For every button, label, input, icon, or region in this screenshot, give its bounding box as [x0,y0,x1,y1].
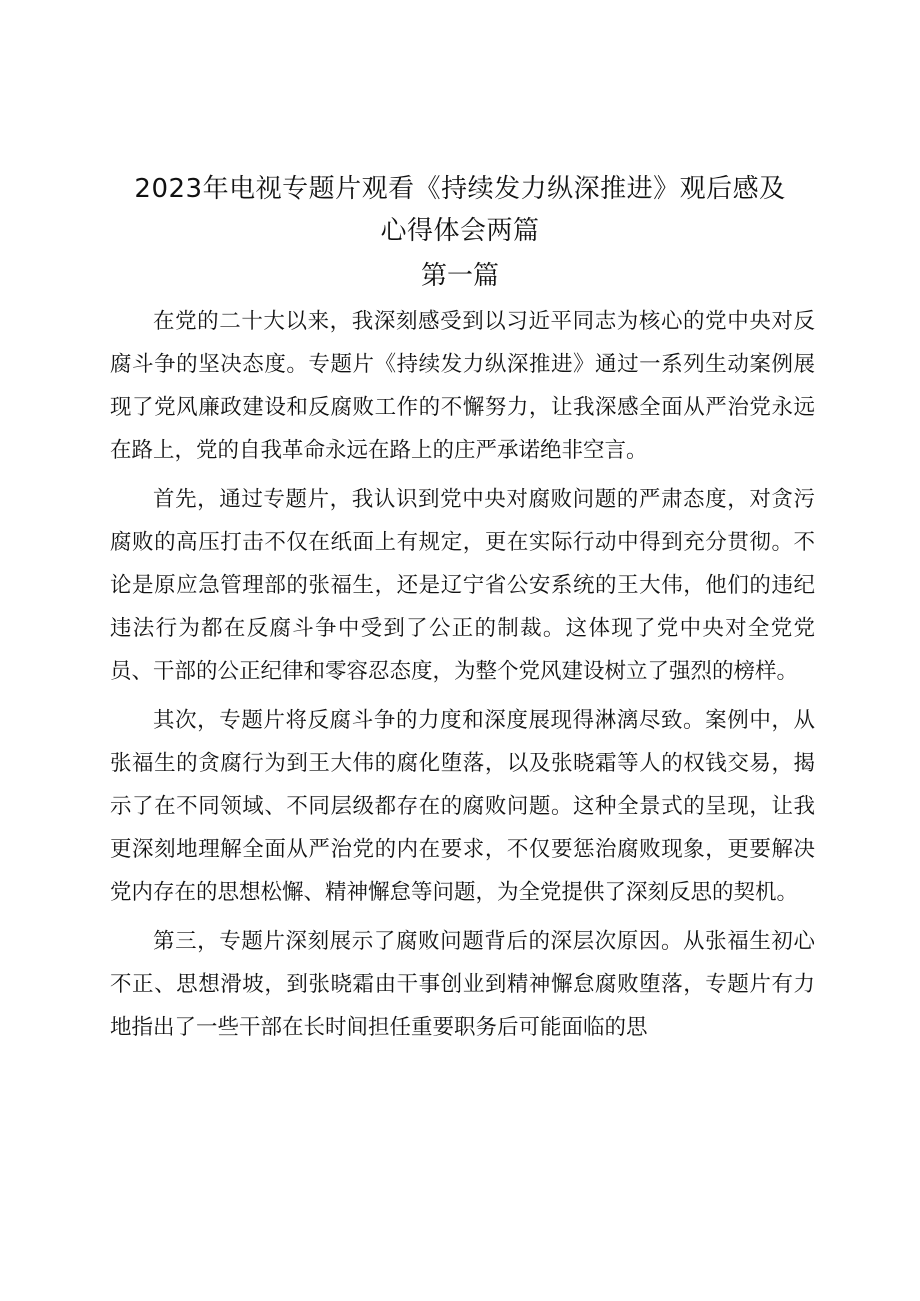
section-heading: 第一篇 [420,261,499,291]
title-block [110,168,810,296]
document-title [110,168,810,252]
paragraph-3: 其次，专题片将反腐斗争的力度和深度展现得淋漓尽致。案例中，从张福生的贪腐行为到王大伟的腐化堕落，以及张晓霜等人的权钱交易，揭示了在不同领域、不同层级都存在的腐败问题。这种全景式的呈现，让我更深刻地理解全面从严治党的内在要求，不仅要惩治腐败现象，更要解决党内存在的思想松懈、精神懈怠等问题，为全党提供了深刻反思的契机。 [110,708,815,905]
paragraph-2: 首先，通过专题片，我认识到党中央对腐败问题的严肃态度，对贪污腐败的高压打击不仅在纸面上有规定，更在实际行动中得到充分贯彻。不论是原应急管理部的张福生，还是辽宁省公安系统的王大伟，他们的违纪违法行为都在反腐斗争中受到了公正的制裁。这体现了党中央对全党党员、干部的公正纪律和零容忍态度，为整个党风建设树立了强烈的榜样。 [110,487,815,684]
paragraph-1: 在党的二十大以来，我深刻感受到以习近平同志为核心的党中央对反腐斗争的坚决态度。专题片《持续发力纵深推进》通过一系列生动案例展现了党风廉政建设和反腐败工作的不懈努力，让我深感全面从严治党永远在路上，党的自我革命永远在路上的庄严承诺绝非空言。 [110,309,815,463]
paragraph-4: 第三，专题片深刻展示了腐败问题背后的深层次原因。从张福生初心不正、思想滑坡，到张晓霜由干事创业到精神懈怠腐败堕落，专题片有力地指出了一些干部在长时间担任重要职务后可能面临的思 [110,929,815,1040]
document-title-line-2: 心得体会两篇 [380,216,540,246]
document-body [110,300,815,1055]
document-title-line-1: 2023年电视专题片观看《持续发力纵深推进》观后感及 [134,174,786,204]
